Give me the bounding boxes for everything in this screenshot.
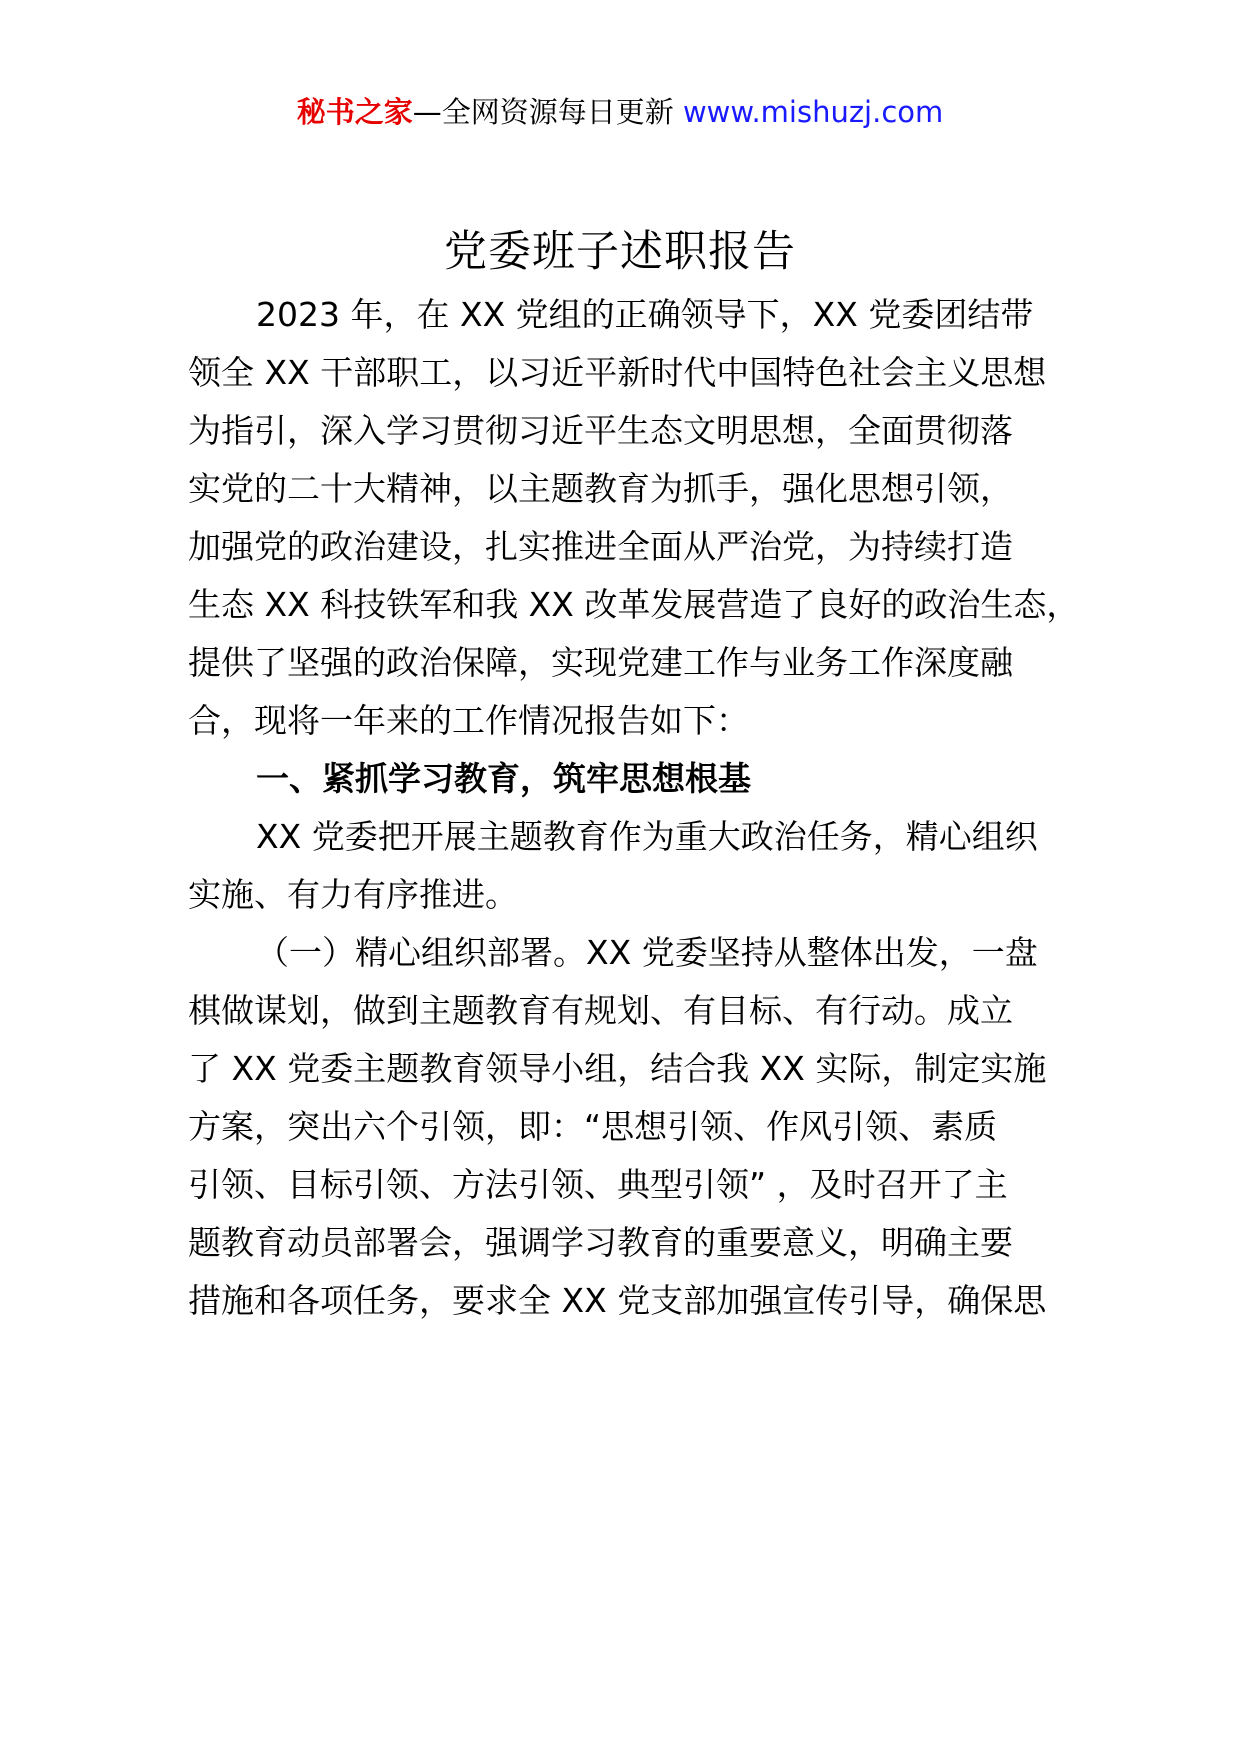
paragraph-line: 领全 XX 干部职工，以习近平新时代中国特色社会主义思想 (188, 353, 1047, 392)
paragraph-line: 实施、有力有序推进。 (188, 875, 518, 914)
paragraph-line: 提供了坚强的政治保障，实现党建工作与业务工作深度融 (188, 643, 1013, 682)
section-heading: 一、紧抓学习教育，筑牢思想根基 (256, 759, 751, 798)
brand-name: 秘书之家 (296, 95, 413, 129)
site-url-link[interactable]: www.mishuzj.com (682, 95, 944, 129)
header-slogan: —全网资源每日更新 (412, 95, 683, 129)
paragraph-line: 题教育动员部署会，强调学习教育的重要意义，明确主要 (188, 1223, 1013, 1262)
paragraph-line: 了 XX 党委主题教育领导小组，结合我 XX 实际，制定实施 (188, 1049, 1047, 1088)
paragraph-line: 棋做谋划，做到主题教育有规划、有目标、有行动。成立 (188, 991, 1013, 1030)
paragraph-line: XX 党委把开展主题教育作为重大政治任务，精心组织 (256, 817, 1038, 856)
site-header (0, 92, 1240, 132)
paragraph-line: 合，现将一年来的工作情况报告如下： (188, 701, 749, 740)
paragraph-line: 2023 年，在 XX 党组的正确领导下，XX 党委团结带 (256, 295, 1034, 334)
paragraph-line: 为指引，深入学习贯彻习近平生态文明思想，全面贯彻落 (188, 411, 1013, 450)
paragraph-line: 引领、目标引领、方法引领、典型引领” ，及时召开了主 (188, 1165, 1008, 1204)
paragraph-line: 实党的二十大精神，以主题教育为抓手，强化思想引领， (188, 469, 1013, 508)
paragraph-line: 措施和各项任务，要求全 XX 党支部加强宣传引导，确保思 (188, 1281, 1047, 1320)
document-title: 党委班子述职报告 (444, 227, 796, 277)
paragraph-line: （一）精心组织部署。XX 党委坚持从整体出发，一盘 (256, 933, 1038, 972)
paragraph-line: 加强党的政治建设，扎实推进全面从严治党，为持续打造 (188, 527, 1013, 566)
paragraph-line: 方案，突出六个引领，即：“思想引领、作风引领、素质 (188, 1107, 998, 1146)
paragraph-line: 生态 XX 科技铁军和我 XX 改革发展营造了良好的政治生态， (188, 585, 1080, 624)
